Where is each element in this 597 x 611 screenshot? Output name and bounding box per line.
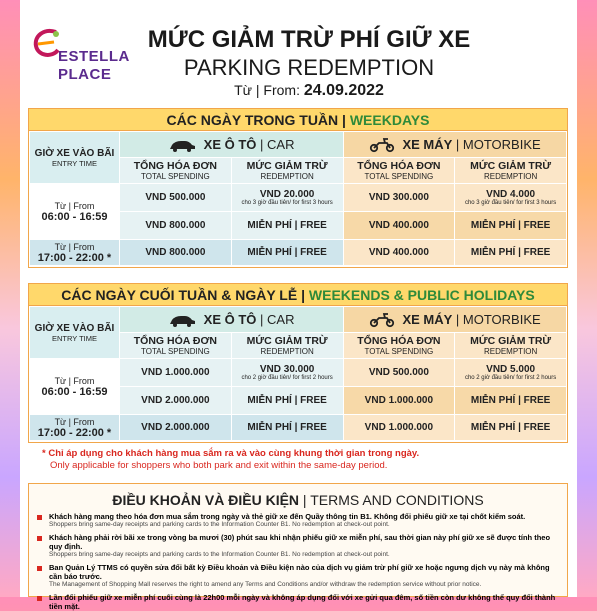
footnote-english: Only applicable for shoppers who both park and exit within the same-day period. (50, 460, 388, 471)
cell: MIỄN PHÍ | FREE (455, 387, 567, 415)
title-vietnamese: MỨC GIẢM TRỪ PHÍ GIỮ XE (147, 26, 471, 53)
terms-box (28, 483, 568, 611)
weekends-title-en: WEEKENDS & PUBLIC HOLIDAYS (308, 287, 535, 303)
terms-item: Khách hàng mang theo hóa đơn mua sắm trong ngày và thẻ giữ xe đến Quầy thông tin B1. Không đổi phiếu giữ xe tại chốt kiểm soát. Shoppers bring same-day receipts and parking cards to the Information Counter B1. No redemption at check-out point. (35, 512, 559, 529)
motorbike-icon (369, 138, 395, 152)
cell: VND 800.000 (120, 240, 232, 266)
car-spending-header: TỔNG HÓA ĐƠN TOTAL SPENDING (120, 158, 232, 184)
cell: VND 1.000.000 (343, 387, 455, 415)
weekdays-title (29, 109, 567, 131)
cell: MIỄN PHÍ | FREE (455, 240, 567, 266)
car-header: XE Ô TÔ | CAR (120, 307, 344, 333)
cell: VND 2.000.000 (120, 415, 232, 441)
cell: VND 30.000 cho 2 giờ đầu tiên/ for first 2 hours (231, 359, 343, 387)
terms-title: ĐIỀU KHOẢN VÀ ĐIỀU KIỆN | TERMS AND CONDITIONS (112, 492, 484, 508)
header (20, 0, 577, 104)
motorbike-header: XE MÁY | MOTORBIKE (343, 307, 567, 333)
cell: MIỄN PHÍ | FREE (231, 212, 343, 240)
cell: VND 300.000 (343, 184, 455, 212)
terms-item: Lần đổi phiếu giữ xe miễn phí cuối cùng là 22h00 mỗi ngày và không áp dụng đổi với xe gửi qua đêm, số tiền còn dư không thể quy đổi thành tiền mặt. (35, 593, 559, 611)
car-redemption-header: MỨC GIẢM TRỪ REDEMPTION (231, 333, 343, 359)
cell: VND 5.000 cho 2 giờ đầu tiên/ for first 2 hours (455, 359, 567, 387)
car-icon (168, 315, 196, 327)
cell: VND 1.000.000 (120, 359, 232, 387)
cell: MIỄN PHÍ | FREE (231, 387, 343, 415)
cell: MIỄN PHÍ | FREE (455, 212, 567, 240)
cell: MIỄN PHÍ | FREE (231, 415, 343, 441)
weekends-section (28, 283, 568, 443)
bike-spending-header: TỔNG HÓA ĐƠN TOTAL SPENDING (343, 333, 455, 359)
cell: VND 800.000 (120, 212, 232, 240)
weekends-title-vi: CÁC NGÀY CUỐI TUẦN & NGÀY LỄ | (61, 287, 305, 303)
cell: VND 2.000.000 (120, 387, 232, 415)
car-redemption-header: MỨC GIẢM TRỪ REDEMPTION (231, 158, 343, 184)
from-label: Từ | From: (234, 82, 300, 98)
effective-date (144, 82, 474, 100)
bike-redemption-header: MỨC GIẢM TRỪ REDEMPTION (455, 333, 567, 359)
car-icon (168, 140, 196, 152)
weekend-evening-entry: Từ | From 17:00 - 22:00 * (30, 415, 120, 441)
cell: VND 1.000.000 (343, 415, 455, 441)
entry-time-header: GIỜ XE VÀO BÃI ENTRY TIME (30, 307, 120, 359)
bike-spending-header: TỔNG HÓA ĐƠN TOTAL SPENDING (343, 158, 455, 184)
motorbike-icon (369, 313, 395, 327)
car-header: XE Ô TÔ | CAR (120, 132, 344, 158)
weekends-table (29, 306, 567, 441)
terms-item: Khách hàng phải rời bãi xe trong vòng ba mươi (30) phút sau khi nhận phiếu giữ xe miễn phí, sau thời gian này phí giữ xe sẽ được tính theo quy định. Shoppers bring same-day receipts and parking cards to the Information Counter B1. No redemption at check-out point. (35, 533, 559, 559)
cell: VND 20.000 cho 3 giờ đầu tiên/ for first 3 hours (231, 184, 343, 212)
motorbike-header: XE MÁY | MOTORBIKE (343, 132, 567, 158)
cell: VND 400.000 (343, 212, 455, 240)
from-date: 24.09.2022 (303, 82, 384, 99)
car-spending-header: TỔNG HÓA ĐƠN TOTAL SPENDING (120, 333, 232, 359)
bike-redemption-header: MỨC GIẢM TRỪ REDEMPTION (455, 158, 567, 184)
weekdays-title-en: WEEKDAYS (349, 112, 430, 128)
cell: VND 500.000 (120, 184, 232, 212)
poster (20, 0, 577, 611)
cell: VND 500.000 (343, 359, 455, 387)
entry-time-header: GIỜ XE VÀO BÃI ENTRY TIME (30, 132, 120, 184)
cell: VND 400.000 (343, 240, 455, 266)
weekends-title (29, 284, 567, 306)
weekday-evening-entry: Từ | From 17:00 - 22:00 * (30, 240, 120, 266)
cell: MIỄN PHÍ | FREE (455, 415, 567, 441)
bullet-icon (37, 536, 42, 541)
cell: VND 4.000 cho 3 giờ đầu tiên/ for first 3 hours (455, 184, 567, 212)
title-english: PARKING REDEMPTION (183, 55, 435, 80)
weekday-day-entry: Từ | From 06:00 - 16:59 (30, 184, 120, 240)
weekdays-section (28, 108, 568, 268)
bullet-icon (37, 566, 42, 571)
logo-text-line1: ESTELLA (58, 48, 130, 65)
bullet-icon (37, 515, 42, 520)
cell: MIỄN PHÍ | FREE (231, 240, 343, 266)
footnote-vietnamese: * Chỉ áp dụng cho khách hàng mua sắm ra và vào cùng khung thời gian trong ngày. (42, 448, 420, 459)
logo-text-line2: PLACE (58, 66, 112, 83)
weekend-day-entry: Từ | From 06:00 - 16:59 (30, 359, 120, 415)
weekdays-title-vi: CÁC NGÀY TRONG TUẦN | (166, 112, 346, 128)
terms-item: Ban Quản Lý TTMS có quyền sửa đổi bất kỳ Điều khoản và Điều kiện nào của dịch vụ giảm trừ phí giữ xe hoặc ngưng dịch vụ này mà không cần báo trước. The Management of Shopping Mall reserves the right to amend any Terms and Conditions and/or withdraw the redemption service without prior notice. (35, 563, 559, 589)
bullet-icon (37, 596, 42, 601)
estella-logo (24, 24, 164, 94)
weekdays-table (29, 131, 567, 266)
